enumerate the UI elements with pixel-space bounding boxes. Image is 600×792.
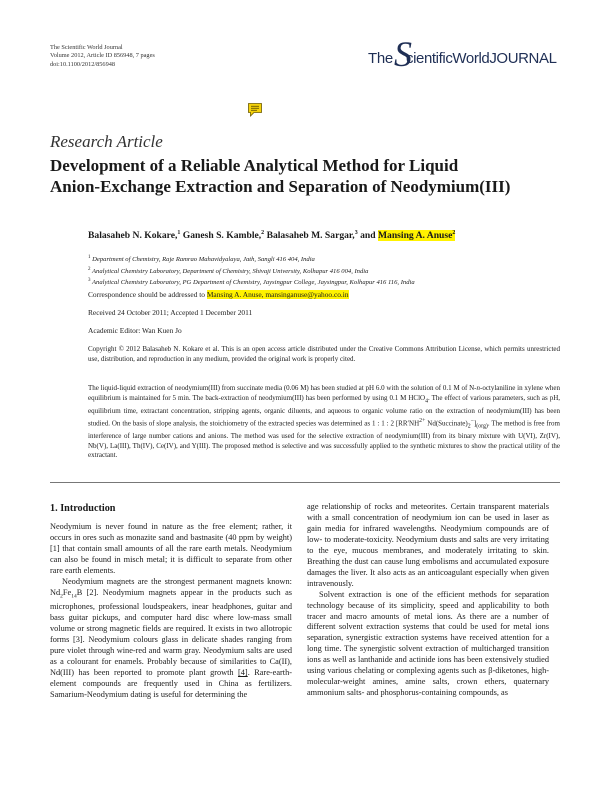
- author-affil-sup: 2: [261, 230, 265, 236]
- journal-name: The Scientific World Journal: [50, 44, 123, 51]
- affiliation-sup: 3: [88, 278, 91, 284]
- abstract-italic: n: [476, 384, 480, 392]
- copyright-notice: Copyright © 2012 Balasaheb N. Kokare et al. This is an open access article distributed under the Creative Commons Attribution License, which permits unrestricted use, distribution, and reproduction in any medium, provided the original work is properly cited.: [88, 345, 560, 363]
- author-affil-sup: 3: [354, 230, 358, 236]
- logo-journal: JOURNAL: [489, 50, 557, 67]
- abstract-text: . The effect of various parameters, such as pH, equilibrium time, extractant concentration, stripping agents, organic diluents, and aqueous to organic volume ratio on the extraction of neodymium(III) has been studied. On the basis of slope analysis, the stoichiometry of the extracted species was determined as 1 : 1 : 2 [RR′NH: [88, 393, 561, 427]
- author-name: Ganesh S. Kamble,: [182, 230, 262, 242]
- abstract-text: The liquid-liquid extraction of neodymium(III) from succinate media (0.06 M) has been studied at pH 6.0 with the solution of 0.1 M of N-: [88, 384, 477, 392]
- logo-cientific: cientific: [406, 50, 453, 67]
- correspondence-prefix: Correspondence should be addressed to: [88, 290, 205, 299]
- section-divider: [50, 482, 560, 483]
- affiliations: [88, 253, 558, 288]
- abstract-text: ]: [473, 418, 477, 427]
- journal-volume: Volume 2012, Article ID 856948, 7 pages: [50, 52, 155, 60]
- author-list: [88, 230, 558, 241]
- correspondence-email-link[interactable]: Mansing A. Anuse, mansinganuse@yahoo.co.in: [206, 290, 349, 299]
- citation-link[interactable]: [4]: [238, 668, 248, 678]
- author-name: Balasaheb M. Sargar,: [266, 230, 355, 242]
- paragraph: Neodymium is never found in nature as the free element; rather, it occurs in ores such as monazite sand and bastnasite (40 ppm by weight) [1] that contain small amounts of all the rare earth metals. Neodymium can also be found in misch metal; it is difficult to separate from other rare earth elements.: [50, 522, 292, 575]
- affiliation-text: Department of Chemistry, Raje Ramrao Mahavidyalaya, Jath, Sangli 416 404, India: [92, 256, 315, 264]
- affiliation: [88, 276, 558, 288]
- formula-sub: 2: [60, 593, 63, 600]
- logo-world: World: [452, 50, 490, 67]
- abstract-sub: 4: [425, 398, 429, 405]
- affiliation-sup: 2: [88, 266, 91, 272]
- author-name: Mansing A. Anuse: [377, 230, 453, 242]
- affiliation-text: Analytical Chemistry Laboratory, Department of Chemistry, Shivaji University, Kolhapur 416 004, India: [92, 267, 369, 275]
- author-affil-sup: 2: [452, 230, 456, 236]
- comment-icon[interactable]: [247, 102, 263, 118]
- logo-the: The: [368, 50, 393, 67]
- article-type: Research Article: [50, 132, 163, 151]
- paragraph-text: Neodymium magnets are the strongest permanent magnets known: Nd: [50, 576, 292, 597]
- logo-s: S: [394, 34, 412, 74]
- paragraph-text: B [2]. Neodymium magnets appear in the products such as microphones, professional loudspeakers, inear headphones, guitar and bass guitar pickups, and computer hard disc where low-mass small volume or strong magnetic fields are required. It exists in two allotropic forms [3]. Neodymium colours glass in delicate shades ranging from pure violet through wine-red and warm gray. Neodymium salts are used as a colourant for enamels. Probably because of similarities to Ca(II), Nd(III) has been reported to promote plant growth: [50, 587, 292, 678]
- logo-rest: [406, 50, 557, 67]
- received-dates: Received 24 October 2011; Accepted 1 December 2011: [88, 308, 253, 317]
- affiliation-sup: 1: [88, 255, 91, 260]
- author-affil-sup: 1: [177, 230, 181, 236]
- abstract-text: . The method is free from interference of large number cations and anions. The method was used for the selective extraction of neodymium(III) from its binary mixture with U(VI), Zr(IV), Nb(V), La(III), Th(IV), Ce(IV), and Y(III). The proposed method is selective and was successfully applied to the synthetic mixtures to show the practical utility of the extractant.: [88, 418, 561, 460]
- abstract-sub: 2: [467, 423, 471, 430]
- title-line-2: Anion-Exchange Extraction and Separation of Neodymium(III): [50, 176, 511, 196]
- body-column-right: [307, 502, 549, 699]
- abstract-sub: (org): [476, 423, 488, 430]
- authors-and: and: [360, 230, 376, 242]
- paragraph-text: Fe: [62, 587, 72, 597]
- formula-sub: 14: [71, 593, 77, 600]
- author-name: Balasaheb N. Kokare,: [88, 230, 178, 242]
- journal-info: [50, 44, 155, 69]
- affiliation: [88, 253, 558, 265]
- paragraph-text: . Rare-earth-element compounds are frequently used in China as fertilizers. Samarium-Neodymium dating is useful for determining the: [50, 668, 292, 699]
- highlighted-author: [378, 230, 455, 241]
- body-column-left: [50, 522, 292, 701]
- section-heading-introduction: 1. Introduction: [50, 503, 116, 514]
- abstract-text: Nd(Succinate): [425, 418, 468, 427]
- abstract-sup: 2+: [419, 417, 426, 424]
- correspondence: [88, 290, 349, 300]
- academic-editor: Academic Editor: Wan Kuen Jo: [88, 326, 182, 335]
- abstract-sup: −: [470, 417, 474, 424]
- article-title: [50, 156, 560, 197]
- abstract: [88, 384, 560, 461]
- paragraph: Solvent extraction is one of the efficient methods for separation technology because of its simplicity, speed and applicability to both tracer and macro amounts of metal ions. As there are a number of different solvent extraction systems that could be used for metal ions separation, synergistic extraction systems have received attention for a long time. The synergistic solvent extraction of multicharged transition ions as well as lanthanide and actinide ions has been extensively studied using various chelating or complexing agents such as β-diketones, high-molecular-weight amines, amine salts, crown ethers, quaternary ammonium salts- and phosphorus-containing compounds, as: [307, 589, 549, 698]
- paragraph: age relationship of rocks and meteorites. Certain transparent materials with a small concentration of neodymium ion can be used in laser as gain media for infrared wavelengths. Neodymium compounds are of low- to moderate-toxicity. Neodymium dusts and salts are very irritating to the eye, mucous membranes, and moderately irritating to skin. Breathing the dust can cause lung embolisms and accumulated exposure damages the liver. It also acts as an anticoagulant especially when given intravenously.: [307, 502, 549, 588]
- paragraph: [50, 577, 292, 701]
- affiliation-text: Analytical Chemistry Laboratory, PG Department of Chemistry, Jaysingpur College, Jaysingpur, Kolhapur 416 116, India: [92, 279, 415, 287]
- affiliation: [88, 265, 558, 277]
- journal-doi: doi:10.1100/2012/856948: [50, 60, 116, 68]
- abstract-text: -octylaniline in xylene when equilibrium is maintained for 5 min. The back-extraction of neodymium(III) has been performed by using 0.1 M HClO: [88, 384, 560, 402]
- journal-logo: [368, 34, 557, 74]
- title-line-1: Development of a Reliable Analytical Method for Liquid: [50, 156, 459, 175]
